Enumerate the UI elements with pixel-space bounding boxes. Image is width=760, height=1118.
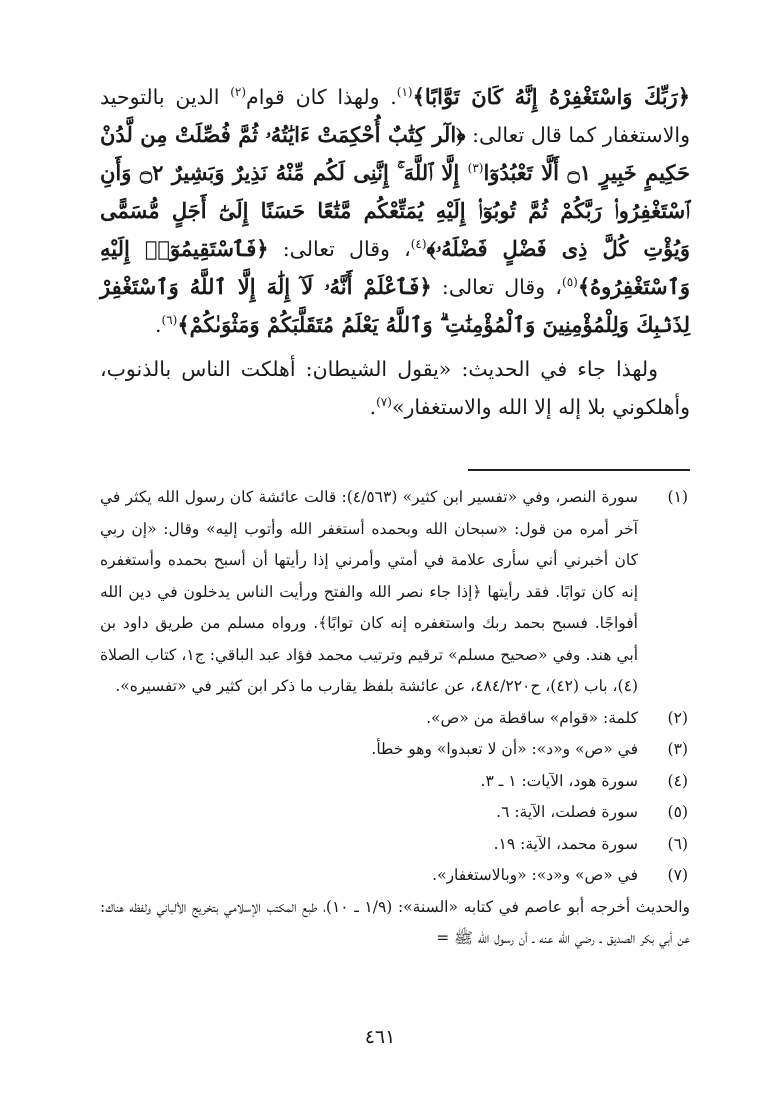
footnote-ref: (٤) <box>410 237 427 252</box>
text: . <box>369 395 377 419</box>
footnote-text: سورة فصلت، الآية: ٦. <box>496 803 638 821</box>
footnote-number: (٣) <box>667 740 688 758</box>
footnote-ref: (٥) <box>562 275 578 290</box>
footnote-text: في «ص» و«د»: «وبالاستغفار». <box>432 866 638 884</box>
footnote-5 <box>100 797 690 829</box>
footnote-6 <box>100 829 690 861</box>
quran-verse: ﴿رَبِّكَ وَاسْتَغْفِرْهُ إِنَّهُ كَانَ تَوَّابًا﴾ <box>412 84 690 109</box>
footnote-number: (٤) <box>667 771 688 790</box>
text: ، وقال تعالى: <box>431 275 563 299</box>
quran-verse: إِلَّا ٱللَّهَ ۚ إِنَّنِى لَكُم مِّنْهُ نَذِيرٌ وَبَشِيرٌ ۝٢ وَأَنِ ٱسْتَغْفِرُوا۟ رَبَّكُمْ ثُمَّ تُوبُوٓا۟ إِلَيْهِ يُمَتِّعْكُم مَّتَٰعًا حَسَنًا إِلَىٰٓ أَجَلٍ مُّسَمًّى وَيُؤْتِ كُلَّ ذِى فَضْلٍ فَضْلَهُۥ﴾ <box>100 160 690 261</box>
footnote-text: سورة محمد، الآية: ١٩. <box>493 834 638 853</box>
footnote-1 <box>100 482 690 703</box>
footnote-number: (٢) <box>667 708 688 727</box>
footnote-text: سورة هود، الآيات: ١ ـ ٣. <box>480 771 638 790</box>
footnote-number: (٦) <box>667 834 688 853</box>
text: الدين بالتوحيد والاستغفار كما قال تعالى: <box>100 85 690 147</box>
footnote-ref: (٣) <box>467 161 484 176</box>
footnote-number: (٧) <box>667 866 688 884</box>
footnote-text: سورة النصر، وفي «تفسير ابن كثير» (٤/٥٦٣): قالت عائشة كان رسول الله يكثر في آخر أمره من قول: «سبحان الله وبحمده أستغفر الله وأتوب إليه» وقال: «إن ربي كان أخبرني أني سأرى علامة في أمتي وأمرني إذا رأيتها أن أسبح بحمده وأستغفره إنه كان توابًا. فقد رأيتها ﴿إذا جاء نصر الله والفتح ورأيت الناس يدخلون في دين الله أفواجًا. فسبح بحمد ربك واستغفره إنه كان توابًا﴾. ورواه مسلم من طريق داود بن أبي هند. وفي «صحيح مسلم» ترقيم وترتيب محمد فؤاد عبد الباقي: ج١، كتاب الصلاة (٤)، باب (٤٢)، ح٤٨٤/٢٢٠، عن عائشة بلفظ يقارب ما ذكر ابن كثير في «تفسيره». <box>100 488 638 695</box>
page-number: ٤٦١ <box>364 1026 396 1048</box>
footnote-number: (١) <box>667 488 688 506</box>
quran-verse: ﴿فَٱعْلَمْ أَنَّهُۥ لَآ إِلَٰهَ إِلَّا ٱللَّهُ وَٱسْتَغْفِرْ لِذَنۢبِكَ وَلِلْمُؤْمِنِينَ وَٱلْمُؤْمِنَٰتِ ۗ وَٱللَّهُ يَعْلَمُ مُتَقَلَّبَكُمْ وَمَثْوَىٰكُمْ﴾ <box>100 274 690 337</box>
footnote-4 <box>100 766 690 798</box>
footnote-ref: (٢) <box>230 85 247 100</box>
footnote-ref: (٧) <box>376 395 392 410</box>
main-text <box>100 78 690 426</box>
footnote-number: (٥) <box>667 803 688 821</box>
footnote-ref: (١) <box>396 85 413 100</box>
footnote-continuation: والحديث أخرجه أبو عاصم في كتابه «السنة»: (١/٩ ـ ١٠)، طبع المكتب الإسلامي بتخريج الألباني ولفظه هناك: عن أبي بكر الصديق ـ رضي الله عنه ـ أن رسول الله ﷺ = <box>100 897 690 947</box>
quran-verse: ﴿فَٱسْتَقِيمُوٓا۟ إِلَيْهِ وَٱسْتَغْفِرُوهُ﴾ <box>100 236 691 299</box>
footnote-ref: (٦) <box>161 313 178 328</box>
text: ولهذا جاء في الحديث: «يقول الشيطان: أهلكت الناس بالذنوب، وأهلكوني بلا إله إلا الله والاستغفار» <box>100 357 690 419</box>
paragraph-1 <box>100 78 690 344</box>
footnote-2 <box>100 703 690 735</box>
footnote-text: في «ص» و«د»: «أن لا تعبدوا» وهو خطأ. <box>371 740 638 758</box>
paragraph-2 <box>100 350 690 426</box>
footnote-3 <box>100 734 690 766</box>
footnote-7 <box>100 860 690 892</box>
footnote-text: كلمة: «قوام» ساقطة من «ص». <box>426 708 638 727</box>
text: ، وقال تعالى: <box>268 237 411 261</box>
text: . <box>155 313 162 337</box>
text: . ولهذا كان قوام <box>246 85 397 109</box>
footnotes <box>100 482 690 955</box>
quran-verse: ﴿الٓر كِتَٰبٌ أُحْكِمَتْ ءَايَٰتُهُۥ ثُمَّ فُصِّلَتْ مِن لَّدُنْ حَكِيمٍ خَبِيرٍ ۝١ أَلَّا تَعْبُدُوٓا <box>100 122 691 185</box>
footnote-separator <box>468 469 690 471</box>
